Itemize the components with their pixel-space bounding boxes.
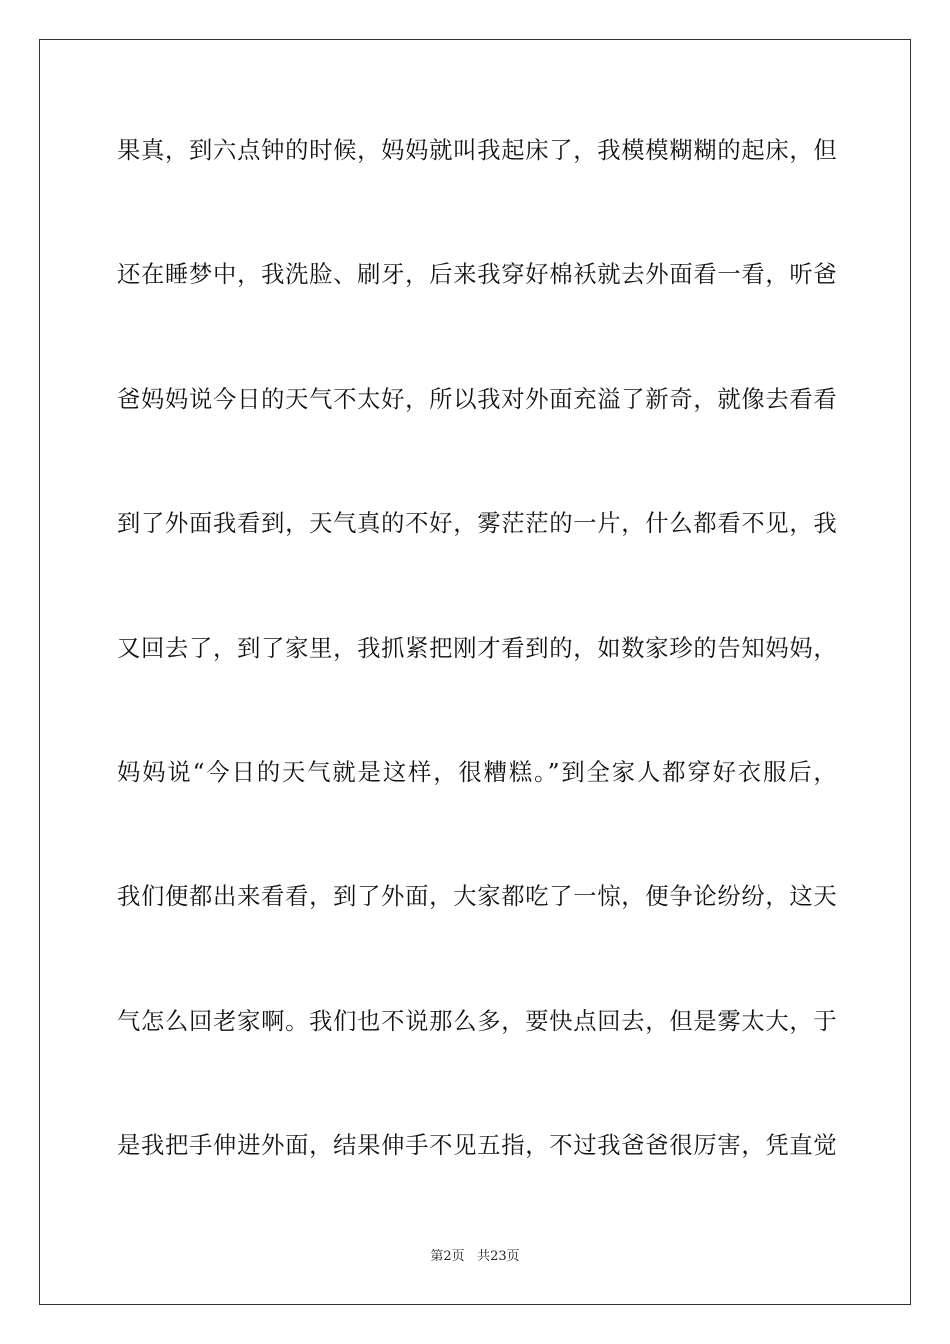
body-line-5: 又回去了，到了家里，我抓紧把刚才看到的，如数家珍的告知妈妈， (117, 635, 837, 662)
page-footer (0, 1246, 950, 1268)
page-number: 第2页 (430, 1249, 465, 1264)
body-line-7: 我们便都出来看看，到了外面，大家都吃了一惊，便争论纷纷，这天 (117, 883, 837, 910)
page-border (39, 39, 911, 1305)
body-line-9: 是我把手伸进外面，结果伸手不见五指，不过我爸爸很厉害，凭直觉 (117, 1132, 837, 1159)
page-total: 共23页 (477, 1249, 520, 1264)
body-line-3: 爸妈妈说今日的天气不太好，所以我对外面充溢了新奇，就像去看看 (117, 386, 837, 413)
body-line-4: 到了外面我看到，天气真的不好，雾茫茫的一片，什么都看不见，我 (117, 510, 837, 537)
body-line-6: 妈妈说“今日的天气就是这样，很糟糕。”到全家人都穿好衣服后， (117, 759, 837, 786)
body-line-2: 还在睡梦中，我洗脸、刷牙，后来我穿好棉袄就去外面看一看，听爸 (117, 261, 837, 288)
body-line-8: 气怎么回老家啊。我们也不说那么多，要快点回去，但是雾太大，于 (117, 1008, 837, 1035)
body-line-1: 果真，到六点钟的时候，妈妈就叫我起床了，我模模糊糊的起床，但 (117, 137, 837, 164)
